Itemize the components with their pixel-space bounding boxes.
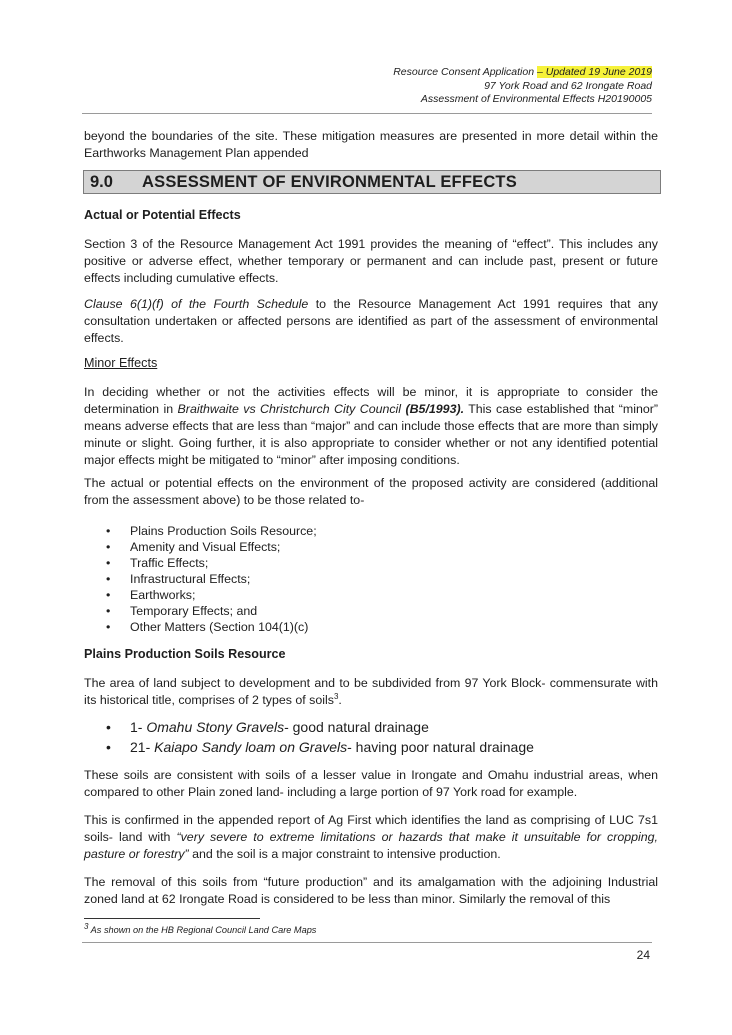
case-citation: (B5/1993). [401,402,465,416]
list-item: • Traffic Effects; [84,555,317,571]
footer-rule [82,942,652,943]
soil-code: 21- [130,739,155,755]
list-item: • Plains Production Soils Resource; [84,523,317,539]
list-item: • Other Matters (Section 104(1)(c) [84,619,317,635]
case-name: Braithwaite vs Christchurch City Council [177,402,402,416]
list-item: • Infrastructural Effects; [84,571,317,587]
soil-desc: - having poor natural drainage [347,739,534,755]
clause-reference: Clause 6(1)(f) of the Fourth Schedule [84,297,309,311]
list-item: • Temporary Effects; and [84,603,317,619]
ag-first-text-b: and the soil is a major constraint to intensive production. [188,847,501,861]
header-line-3: Assessment of Environmental Effects H20190005 [420,93,652,105]
section-heading [83,170,661,194]
footnote [84,921,317,935]
soil-code: 1- [130,719,147,735]
page-number: 24 [636,948,650,962]
footnote-number: 3 [84,921,89,931]
minor-effects-paragraph-2: The actual or potential effects on the environment of the proposed activity are considered (additional from the assessment above) to be those related to- [84,476,658,507]
footnote-text: As shown on the HB Regional Council Land Care Maps [88,925,317,935]
soil-desc: - good natural drainage [284,719,429,735]
section-title: ASSESSMENT OF ENVIRONMENTAL EFFECTS [142,173,517,191]
minor-effects-paragraph-1 [84,384,658,469]
plains-paragraph-3 [84,812,658,863]
list-item: • Earthworks; [84,587,317,603]
intro-paragraph: beyond the boundaries of the site. These mitigation measures are presented in more detail within the Earthworks Management Plan appended [84,129,658,160]
soils-list [84,717,534,757]
clause-text: to the Resource Management Act 1991 requires that any consultation undertaken or affected persons are identified as part of the assessment of environmental effects. [84,297,658,345]
header-title: Resource Consent Application [393,66,537,78]
header-line-2: 97 York Road and 62 Irongate Road [484,79,652,92]
list-item [84,717,534,737]
ag-first-text-a: This is confirmed in the appended report of Ag First which identifies the land as comprising of LUC 7s1 soils- land with [84,813,658,844]
header-rule [82,113,652,114]
footnote-marker: 3 [333,691,339,701]
soil-name: Kaiapo Sandy loam on Gravels [154,739,348,755]
effects-list [84,523,317,635]
minor-text-a: In deciding whether or not the activities effects will be minor, it is appropriate to consider the determination in [84,385,658,416]
list-item: • Amenity and Visual Effects; [84,539,317,555]
footnote-rule [84,918,260,919]
plains-paragraph-4: The removal of this soils from “future production” and its amalgamation with the adjoining Industrial zoned land at 62 Irongate Road is considered to be less than minor. Similarly the removal of this [84,875,658,906]
page-header [393,66,652,107]
actual-effects-heading: Actual or Potential Effects [84,208,241,222]
plains-text: The area of land subject to development and to be subdivided from 97 York Block- commensurate with its historical title, comprises of 2 types of soils [84,676,658,707]
plains-text-end: . [338,693,342,707]
actual-effects-paragraph-2 [84,296,658,347]
ag-first-quote: “very severe to extreme limitations or hazards that make it unsuitable for cropping, pasture or forestry” [84,830,658,861]
header-line-1 [393,66,652,80]
section-number: 9.0 [90,173,113,191]
soil-name: Omahu Stony Gravels [146,719,285,735]
update-highlight: – Updated 19 June 2019 [536,66,652,78]
actual-effects-paragraph-1: Section 3 of the Resource Management Act 1991 provides the meaning of “effect”. This includes any positive or adverse effect, whether temporary or permanent and can include past, present or future effects including cumulative effects. [84,237,658,285]
list-item [84,737,534,757]
minor-text-b: This case established that “minor” means adverse effects that are less than “major” and can include those effects that are more than simply minute or slight. Going further, it is also appropriate to consider whether or not any identified potential major effects might be mitigated to “minor” after imposing conditions. [84,402,659,467]
plains-paragraph-1 [84,675,658,709]
plains-paragraph-2: These soils are consistent with soils of a lesser value in Irongate and Omahu industrial areas, when compared to other Plain zoned land- including a large portion of 97 York road for example. [84,768,658,799]
plains-heading: Plains Production Soils Resource [84,647,286,661]
minor-effects-heading: Minor Effects [84,356,158,370]
